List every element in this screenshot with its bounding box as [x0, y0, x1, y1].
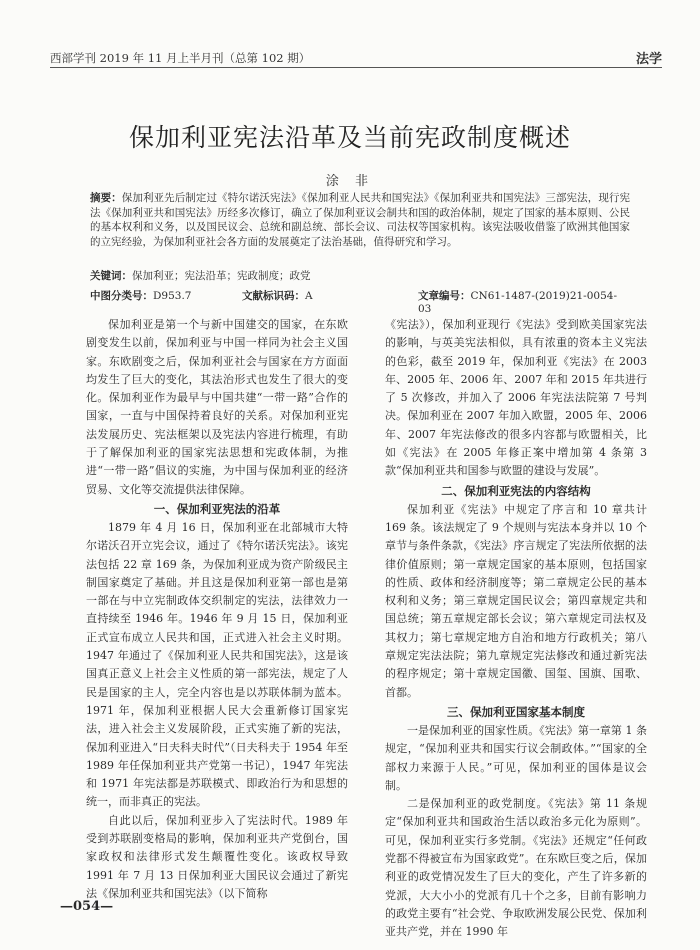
section-heading-3: 三、保加利亚国家基本制度 — [447, 704, 585, 719]
keywords-text: 保加利亚；宪法沿革；宪政制度；政党 — [132, 270, 311, 282]
article-number: 文章编号：CN61-1487-(2019)21-0054-03 — [418, 290, 617, 315]
body-paragraph: 二是保加利亚的政党制度。《宪法》第 11 条规定“保加利亚共和国政治生活以政治多元化为原则”。可见，保加利亚实行多党制。《宪法》还规定“任何政党都不得被宣布为国家政党”。在东欧巨变之后，保加利亚的政党情况发生了巨大的变化，产生了许多新的党派，大大小小的党派有几十个之多，目前有影响力的政党主要有“社会党、争取欧洲发展公民党、保加利亚共产党，并在 1990 年 — [385, 797, 647, 939]
body-paragraph: 一是保加利亚的国家性质。《宪法》第一章第 1 条规定，“保加利亚共和国实行议会制政体。”“国家的全部权力来源于人民。”可见，保加利亚的国体是议会制。 — [385, 723, 647, 792]
article-title: 保加利亚宪法沿革及当前宪政制度概述 — [128, 123, 571, 152]
section-heading-1: 一、保加利亚宪法的沿革 — [153, 501, 281, 516]
abstract-text: 保加利亚先后制定过《特尔诺沃宪法》《保加利亚人民共和国宪法》《保加利亚共和国宪法》三部宪法，现行宪法《保加利亚共和国宪法》历经多次修订，确立了保加利亚议会制共和国的政治体制，规定了国家的基本原则、公民的基本权利和义务，以及国民议会、总统和副总统、部长会议、司法权等国家机构。该宪法吸收借鉴了欧洲其他国家的立宪经验，为保加利亚社会各方面的发展奠定了法治基础，值得研究和学习。 — [90, 192, 630, 248]
keywords — [90, 268, 630, 283]
section-label: 法学 — [635, 52, 662, 67]
body-paragraph: 保加利亚《宪法》中规定了序言和 10 章共计 169 条。该法规定了 9 个规则与宪法本身并以 10 个章节与条件条款，《宪法》序言规定了宪法所依据的法律价值原则；第一章规定国家的基本原则，包括国家的性质、政体和经济制度等；第二章规定公民的基本权利和义务；第三章规定国民议会；第四章规定共和国总统；第五章规定部长会议；第六章规定司法权及其权力；第七章规定地方自治和地方行政机关；第八章规定宪法法院；第九章规定宪法修改和通过新宪法的程序规定；第十章规定国徽、国玺、国旗、国歌、首都。 — [385, 502, 647, 699]
section-heading-2: 二、保加利亚宪法的内容结构 — [441, 483, 591, 498]
document-code: 文献标识码：A — [242, 290, 313, 302]
clc-number: 中图分类号：D953.7 — [90, 290, 192, 302]
abstract-label: 摘要： — [90, 192, 122, 204]
right-column — [385, 316, 647, 942]
article-metadata — [90, 288, 630, 315]
body-paragraph: 1879 年 4 月 16 日，保加利亚在北部城市大特尔诺沃召开立宪会议，通过了《特尔诺沃宪法》。该宪法包括 22 章 169 条，为保加利亚成为资产阶级民主制国家奠定了基础。并且这是保加利亚第一部也是第一部在与中立宪制政体交织制定的宪法，法律效力一直持续至 1946 年。1946 年 9 月 15 日，保加利亚正式宣布成立人民共和国，正式进入社会主义时期。1947 年通过了《保加利亚人民共和国宪法》，这是该国真正意义上社会主义性质的第一部宪法，规定了人民是国家的主人，完全内容也是以苏联体制为蓝本。1971 年，保加利亚根据人民大会重新修订国家宪法，进入社会主义发展阶段，正式实施了新的宪法，保加利亚进入“日夫科夫时代”（日夫科夫于 1954 年至 1989 年任保加利亚共产党第一书记），1947 年宪法和 1971 年宪法都是苏联模式、即政治行为和思想的统一，而非真正的宪法。 — [86, 520, 348, 809]
body-paragraph: 自此以后，保加利亚步入了宪法时代。1989 年受到苏联剧变格局的影响，保加利亚共产党倒台，国家政权和法律形式发生颠覆性变化。该政权导致 1991 年 7 月 13 日保加利亚大国民议会通过了新宪法《保加利亚共和国宪法》（以下简称 — [86, 813, 348, 900]
left-column — [86, 316, 348, 903]
keywords-label: 关键词： — [90, 270, 132, 282]
abstract — [90, 191, 630, 249]
body-paragraph: 《宪法》），保加利亚现行《宪法》受到欧美国家宪法的影响，与英美宪法相似，具有浓重的资本主义宪法的色彩，截至 2019 年，保加利亚《宪法》在 2003 年、2005 年、2006 年、2007 年和 2015 年共进行了 5 次修改，并加入了 2006 年宪法法院第 7 号判决。保加利亚在 2007 年加入欧盟，2005 年、2006 年、2007 年宪法修改的很多内容都与欧盟相关，比如《宪法》在 2005 年修正案中增加第 4 条第 3 款“保加利亚共和国参与欧盟的建设与发展”。 — [385, 318, 647, 478]
journal-info: 西部学刊 2019 年 11 月上半月刊（总第 102 期） — [50, 51, 311, 65]
page-number: —054— — [60, 899, 114, 914]
header-divider — [50, 67, 662, 68]
running-header — [50, 46, 662, 68]
intro-paragraph: 保加利亚是第一个与新中国建交的国家，在东欧剧变发生以前，保加利亚与中国一样同为社会主义国家。东欧剧变之后，保加利亚社会与国家在方方面面均发生了巨大的变化，其法治形式也发生了很大的变化。保加利亚作为最早与中国共建“一带一路”合作的国家，一直与中国保持着良好的关系。对保加利亚宪法发展历史、宪法框架以及宪法内容进行梳理，有助于了解保加利亚的国家宪法思想和宪政体制，为推进“一带一路”倡议的实施，为中国与保加利亚的经济贸易、文化等交流提供法律保障。 — [86, 318, 348, 496]
author-name: 涂 非 — [325, 174, 375, 189]
